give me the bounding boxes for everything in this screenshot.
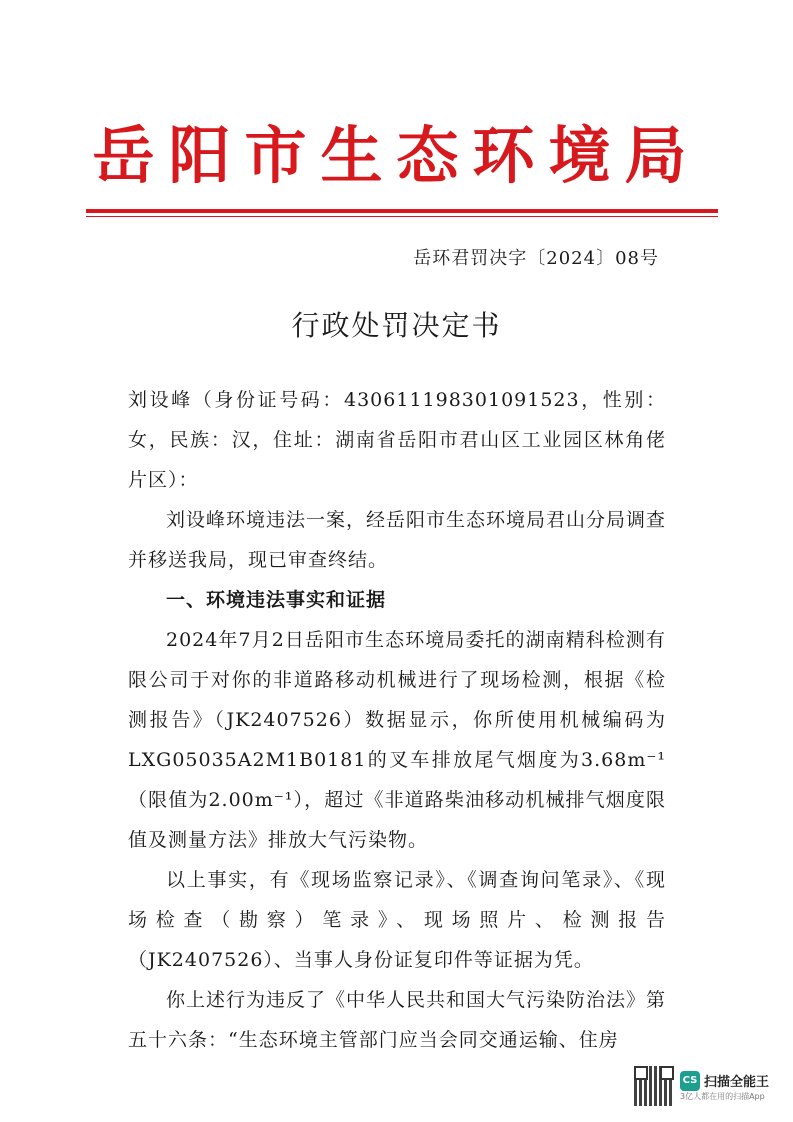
scanner-watermark xyxy=(634,1066,769,1106)
case-summary-paragraph: 刘设峰环境违法一案，经岳阳市生态环境局君山分局调查并移送我局，现已审查终结。 xyxy=(128,509,667,571)
document-title: 行政处罚决定书 xyxy=(291,309,502,342)
document-body xyxy=(128,380,666,1060)
document-number: 岳环君罚决字〔2024〕08号 xyxy=(413,248,659,269)
party-info-paragraph: 刘设峰（身份证号码：430611198301091523，性别：女，民族：汉，住址：湖南省岳阳市君山区工业园区林角佬片区）： xyxy=(128,389,666,491)
scanner-branding xyxy=(680,1071,769,1102)
red-divider-thin xyxy=(86,216,718,217)
camscanner-logo-icon: CS xyxy=(680,1071,700,1091)
scanner-tagline: 3亿人都在用的扫描App xyxy=(680,1091,765,1101)
evidence-paragraph: 以上事实，有《现场监察记录》、《调查询问笔录》、《现场检查（勘察）笔录》、现场照片、检测报告（JK2407526）、当事人身份证复印件等证据为凭。 xyxy=(128,869,666,971)
facts-paragraph: 2024年7月2日岳阳市生态环境局委托的湖南精科检测有限公司于对你的非道路移动机械进行了现场检测，根据《检测报告》（JK2407526）数据显示，你所使用机械编码为LXG05035A2M1B0181的叉车排放尾气烟度为3.68m⁻¹（限值为2.00m⁻¹），超过《非道路柴油移动机械排气烟度限值及测量方法》排放大气污染物。 xyxy=(128,629,666,851)
red-divider-thick xyxy=(86,209,718,213)
qr-code-icon xyxy=(634,1066,674,1106)
agency-masthead: 岳阳市生态环境局 xyxy=(92,119,701,192)
scanner-app-name: 扫描全能王 xyxy=(704,1075,770,1090)
section-heading-facts: 一、环境违法事实和证据 xyxy=(166,589,387,611)
violation-paragraph: 你上述行为违反了《中华人民共和国大气污染防治法》第五十六条：“生态环境主管部门应当会同交通运输、住房 xyxy=(128,989,667,1051)
